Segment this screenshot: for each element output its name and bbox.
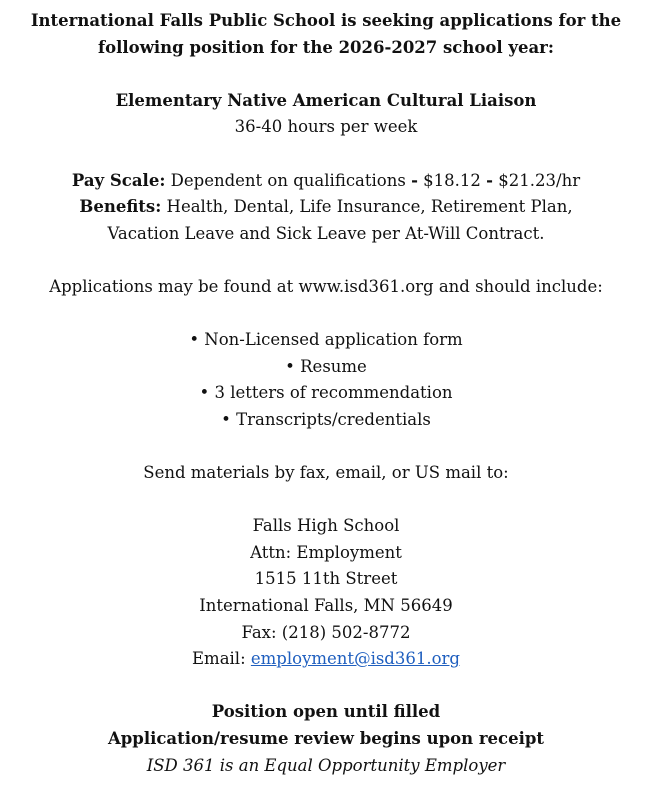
mailing-address — [0, 513, 652, 673]
list-item: • Non-Licensed application form — [189, 330, 463, 350]
address-name: Falls High School — [252, 516, 400, 536]
applications-intro: Applications may be found at www.isd361.org and should include: — [49, 276, 603, 296]
address-attn: Attn: Employment — [250, 542, 402, 562]
pay-dash-1: - — [411, 170, 418, 190]
requirements-list — [0, 327, 652, 433]
pay-scale-text: Dependent on qualifications — [165, 170, 412, 190]
email-label: Email: — [192, 649, 251, 669]
position-hours: 36-40 hours per week — [234, 117, 418, 137]
pay-scale-line — [0, 168, 652, 195]
benefits-label: Benefits: — [79, 197, 162, 217]
position-status: Position open until filled — [211, 702, 441, 722]
header-line-2: following position for the 2026-2027 school year: — [98, 37, 554, 57]
pay-scale-label: Pay Scale: — [71, 170, 166, 190]
pay-high: $21.23/hr — [493, 170, 581, 190]
pay-dash-2: - — [486, 170, 494, 190]
email-link[interactable]: employment@isd361.org — [250, 649, 460, 669]
address-city: International Falls, MN 56649 — [199, 596, 453, 616]
send-intro: Send materials by fax, email, or US mail to: — [143, 463, 509, 483]
header-line-1: International Falls Public School is seeking applications for the — [30, 11, 622, 30]
address-fax: Fax: (218) 502-8772 — [241, 622, 411, 642]
address-street: 1515 11th Street — [254, 569, 398, 589]
list-item: • 3 letters of recommendation — [199, 383, 453, 403]
list-item: • Transcripts/credentials — [221, 409, 431, 429]
review-note: Application/resume review begins upon receipt — [107, 729, 545, 749]
position-title: Elementary Native American Cultural Liaison — [115, 90, 537, 110]
benefits-line-2: Vacation Leave and Sick Leave per At-Will Contract. — [107, 223, 545, 243]
posting-header — [0, 8, 652, 61]
benefits-text-1: Health, Dental, Life Insurance, Retirement Plan, — [161, 197, 573, 217]
address-email-line — [0, 646, 652, 673]
list-item: • Resume — [285, 356, 367, 376]
benefits-line-1 — [0, 194, 652, 221]
pay-low: $18.12 — [417, 170, 487, 190]
eoe-statement: ISD 361 is an Equal Opportunity Employer — [146, 755, 506, 775]
